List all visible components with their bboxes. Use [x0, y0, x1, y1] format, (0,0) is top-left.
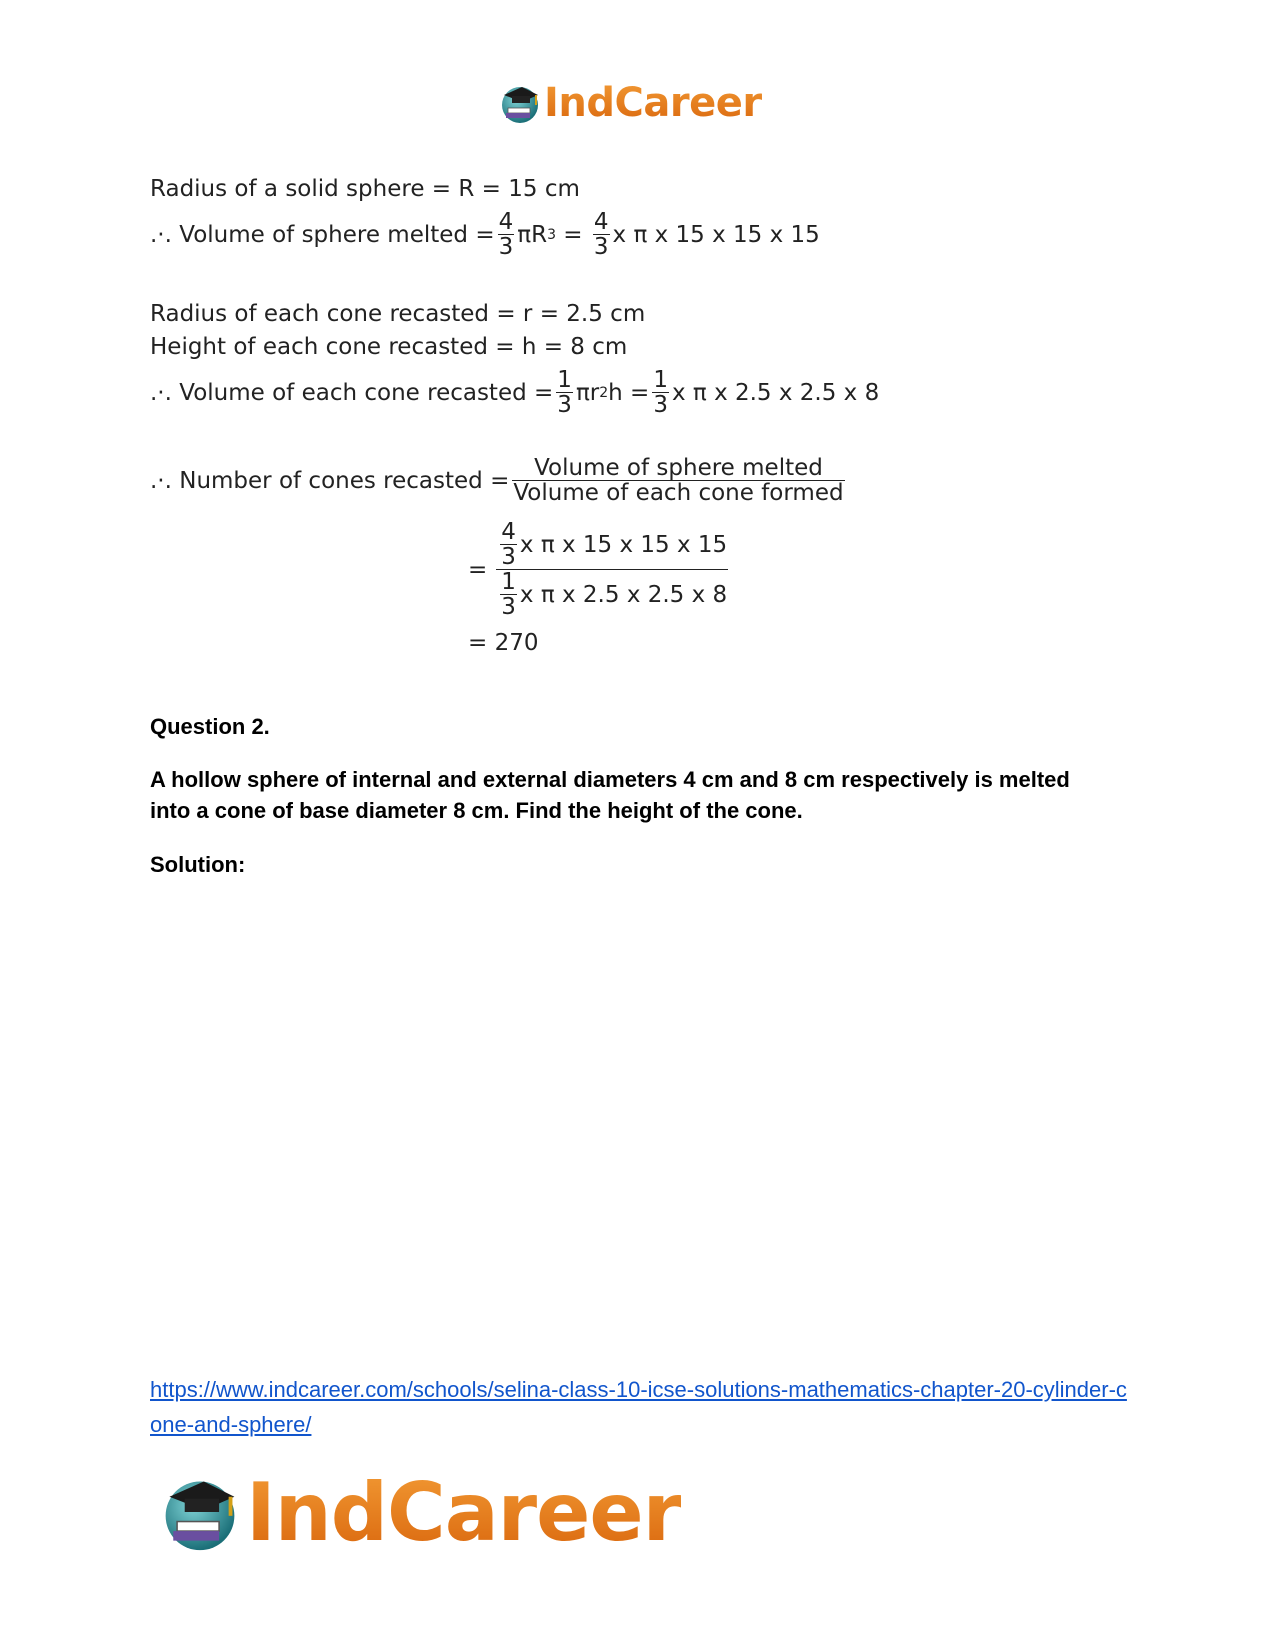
math-line-result: = 270	[468, 630, 539, 656]
fraction: $\frac{4}{3}$	[498, 209, 514, 261]
math-line-volume-cone: .·. Volume of each cone recasted = $\frac{1}{3}$ πr 2 h = $\frac{1}{3}$ x π x 2.5 x 2.5 x 8	[150, 367, 880, 419]
question-text: A hollow sphere of internal and external diameters 4 cm and 8 cm respectively is melted into a cone of base diameter 8 cm. Find the height of the cone.	[150, 767, 1070, 823]
fraction: $\frac{4}{3}$	[501, 519, 516, 571]
header-logo	[498, 80, 762, 126]
logo-text: IndCareer	[544, 80, 762, 126]
compound-fraction: $\frac{4}{3}$ x π x 15 x 15 x 15 $\frac{1}{3}$ x π x 2.5 x 2.5 x 8	[496, 520, 728, 620]
solution-math	[150, 170, 1050, 690]
logo-text: IndCareer	[246, 1465, 682, 1559]
math-line-height-cone: Height of each cone recasted = h = 8 cm	[150, 334, 628, 360]
fraction: $\frac{\text{Volume of sphere melted}}{\text{Volume of each cone formed}}$	[513, 455, 844, 507]
graduation-cap-globe-icon	[158, 1470, 242, 1554]
source-link[interactable]: https://www.indcareer.com/schools/selina-class-10-icse-solutions-mathematics-chapter-20-cylinder-cone-and-sphere/	[150, 1377, 1127, 1437]
math-line-radius-cone: Radius of each cone recasted = r = 2.5 cm	[150, 301, 646, 327]
math-line-volume-sphere: .·. Volume of sphere melted = $\frac{4}{3}$ πR 3 = $\frac{4}{3}$ x π x 15 x 15 x 15	[150, 209, 820, 261]
question-title: Question 2.	[150, 714, 270, 739]
fraction: $\frac{1}{3}$	[501, 569, 516, 621]
fraction: $\frac{1}{3}$	[557, 367, 572, 419]
math-line-radius-sphere: Radius of a solid sphere = R = 15 cm	[150, 176, 580, 202]
math-line-number-cones: .·. Number of cones recasted = $\frac{\text{Volume of sphere melted}}{\text{Volume of each cone formed}}$	[150, 455, 844, 507]
fraction: $\frac{1}{3}$	[653, 367, 668, 419]
graduation-cap-globe-icon	[498, 81, 542, 125]
footer-logo	[158, 1465, 682, 1559]
fraction: $\frac{4}{3}$	[593, 209, 609, 261]
math-line-substitution: = $\frac{4}{3}$ x π x 15 x 15 x 15 $\frac{1}{3}$ x π x 2.5 x 2.5 x 8	[468, 519, 728, 621]
solution-label: Solution:	[150, 852, 246, 877]
